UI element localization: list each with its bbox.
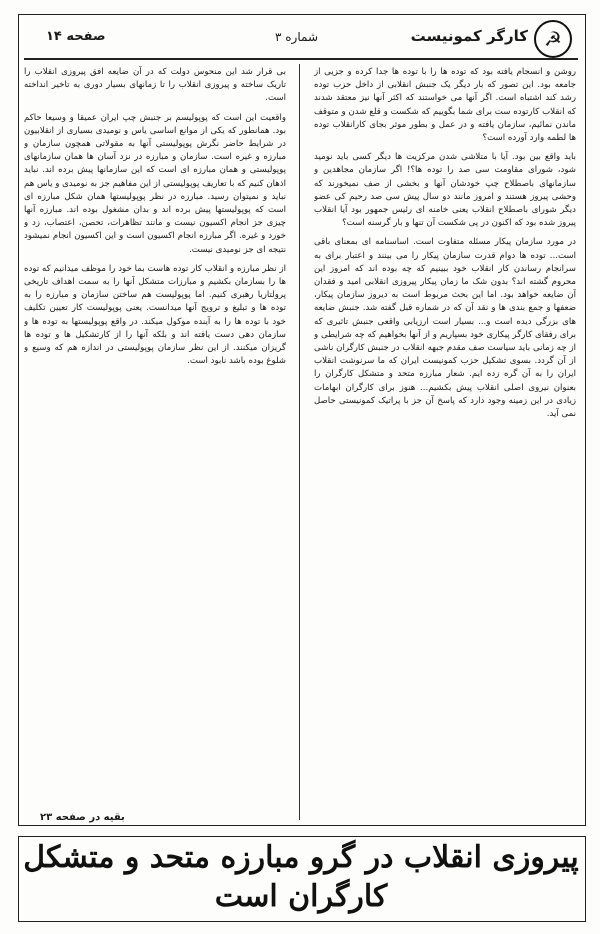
slogan-line-2: کارگران است: [214, 879, 388, 914]
paragraph: از نظر مبارزه و انقلاب کار توده هاست بما خود را موظف میدانیم که توده ها را بسازمان بکشیم و مبارزات متشکل آنها را به سمت اهداف تاریخی پرولتاریا رهبری کنیم. اما پوپولیست هم ساختن سازمان و مبارزه را به توده ها و تبلیغ و ترویج آنها میدانست. یعنی پوپولیست کار تعیین تکلیف خود با توده ها را به آینده موکول میکند. در واقع پوپولیستها به توده ها و سازمان دهی دست یافته اند و بلکه آنها را از کارتشکیل ها و توده ها گریزان میکنند. از این نظر سازمان پوپولیستی در اندازه هم که وسیع و شلوغ بوده باشد نابود است.: [24, 263, 286, 367]
paragraph: واقعیت این است که پوپولیسم بر جنبش چپ ایران عمیقا و وسیعا حاکم بود. همانطور که یکی از موانع اساسی یاس و نومیدی بسیاری از انقلابیون در شرایط حاضر نگرش پوپولیستی آنها به مقولاتی همچون سازمان و مبارزه و غیره است. سازمان و مبارزه در نزد آسان ها همان سازمانهای پوپولیستی و همان مبارزه ای است که این سازمانها پیش برده اند. نباید اذهان کنیم که با تعاریف پوپولیستی از این مفاهیم جز به نومیدی و یاس هم نباید و نمیتوان رسید. مبارزه در نظر پوپولیستها همان شکل مبارزه ای است که پوپولیستها پیش برده اند و بدان مشغول بوده اند. مبارزه آنها چیزی جز انجام اکسیون نیست و مانند تظاهرات، تحصن، اعتصاب، زد و خورد و غیره. اگر مبارزه انجام اکسیون است و این اکسیون انجام نمیشود نتیجه ای جز نومیدی نیست.: [24, 112, 286, 255]
page-number: صفحه ۱۴: [46, 29, 106, 44]
issue-number: شماره ۳: [275, 30, 318, 44]
paragraph: بی قرار شد این منحوس دولت که در آن ضایعه افق پیروزی انقلاب را تاریک ساخته و پیروزی انقلاب را تا زمانهای بسیار دوری به تاخیر انداخته است.: [24, 67, 286, 104]
paragraph: باید واقع بین بود. آیا با متلاشی شدن مرکزیت ها دیگر کسی باید نومید شود، شورای مقاومت سی صد را توده ها؟! اگر سازمان مجاهدین و سازمانهای باصطلاح چپ خودشان آنها و بخشی از صف نمیخورند که وحشی پیروز هستند و امروز مانند دو سال پیش سی صد رحیم کی عضو دیگر شورای باصطلاح انقلاب یعنی خامنه ای رئیس جمهور بود آیا انقلاب پیروز شده بود که اکنون در پی شکست آن تنها و بار گرسنه است؟: [314, 152, 576, 229]
paragraph: در مورد سازمان پیکار مسئله متفاوت است. اساسنامه ای بمعنای باقی است... توده ها دوام قدرت سازمان پیکار را می بینند و اعتبار برای به سرانجام رساندن کار انقلاب خود ببینیم که چه بوده اند که امروز این محروم گشته اند؟ بدون شک ما زمان پیکار پیروزی انقلابی امید و فقدان آن ضایعه خواهد بود. اما این بحث مربوط است به دیروز سازمان پیکار، ضعفها و جمع بندی ها و نقد آن که در شماره قبل گفته شد. جنبش ضایعه های بزرگی دیده است و... بسیار است ارزیابی واقعی جنبش تاثیری که برای رفقای کارگر پیکاری خود بسپاریم و از آنها بخواهیم که چه شرایطی و از چه زمانی باید سیاست صف مقدم جبهه انقلاب در جنبش کارگران ناشی از آن گردد. بسوی تشکیل حزب کمونیست ایران که ما سرنوشت انقلاب ایران را به آن گره زده ایم. شعار مبارزه متحد و متشکل کارگران را بعنوان نیروی اصلی انقلاب پیش بکشیم... هنوز برای کارگران ابهامات زیادی در این زمینه وجود دارد که پاسخ آن جز با پراتیک کمونیستی حاصل نمی آید.: [314, 237, 576, 420]
article-column-left: [24, 66, 286, 818]
paragraph: روشن و انسجام یافته بود که توده ها را با توده ها جدا کرده و جزیی از جامعه بود. این تصور که بار دیگر یک جنبش انقلابی از داخل حزب توده رشد کند اشتباه است. اگر آنها می خواستند که اکثر آنها نیز معتقد شدند که انقلاب کارتوده ست برای شما بگوییم که شکست و قلع شدن و متوقف ماندن نمائیم، سازمان یافته و در عمل و بطور موثر بجای کارانقلاب توده ها لطمه وارد آورده است؟: [314, 67, 576, 144]
paper-title: کارگر کمونیست: [410, 27, 528, 45]
slogan-banner: [18, 838, 584, 916]
continued-on-note: بقیه در صفحه ۲۳: [40, 812, 125, 823]
column-divider: [299, 64, 300, 820]
hammer-sickle-icon: ☭: [534, 20, 572, 58]
slogan-line-1: پیروزی انقلاب در گرو مبارزه متحد و متشکل: [23, 840, 579, 875]
masthead: [24, 18, 578, 60]
article-column-right: [314, 66, 576, 818]
